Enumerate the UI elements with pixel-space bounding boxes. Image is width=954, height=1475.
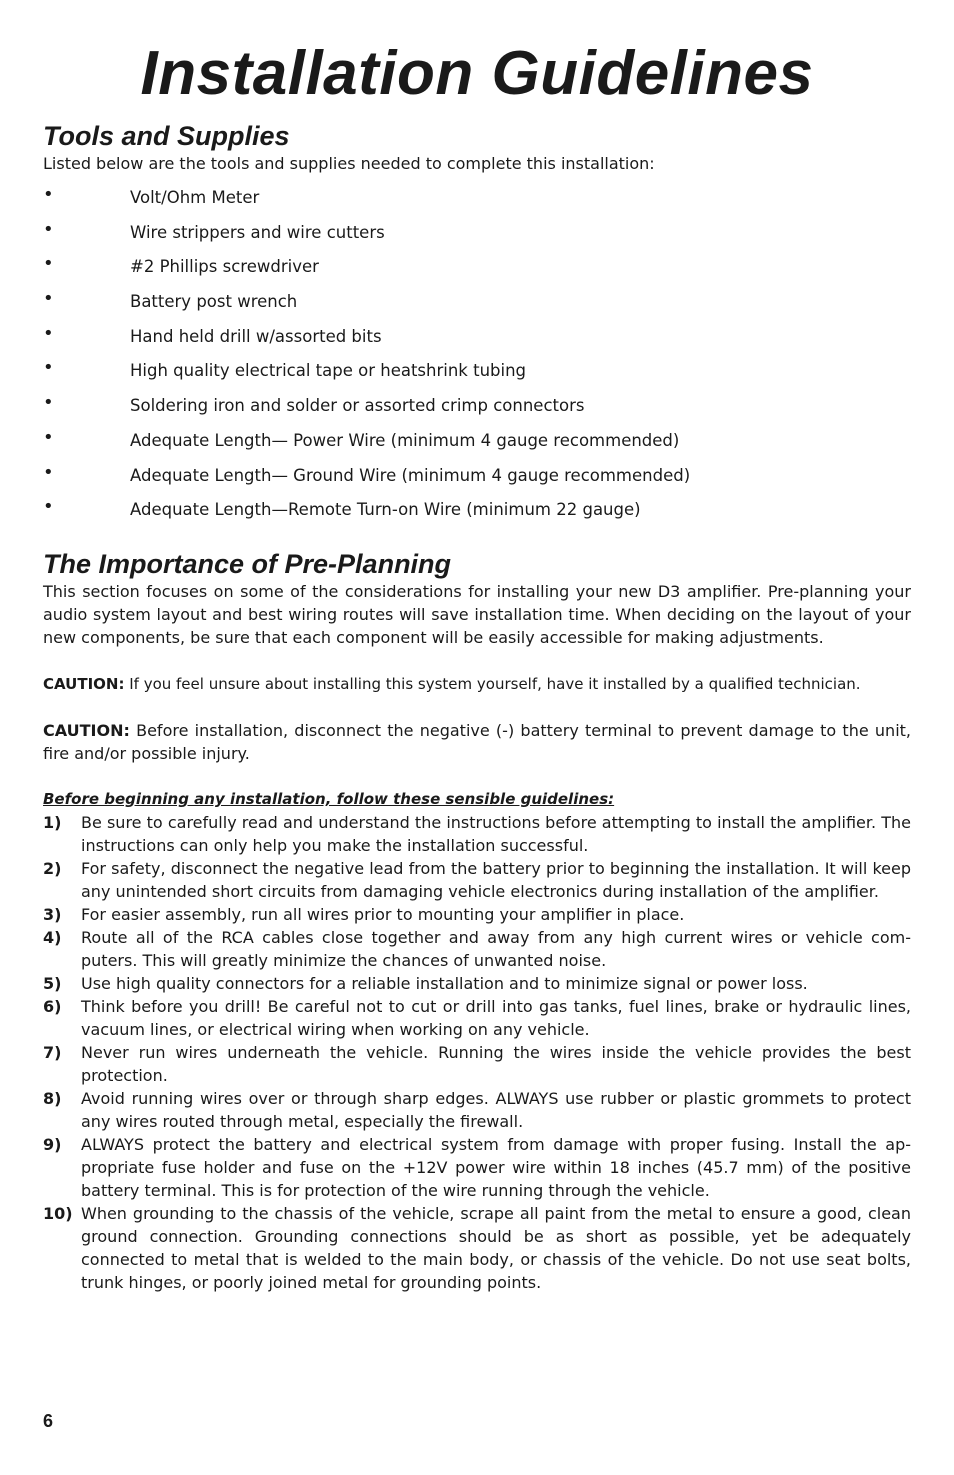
tools-heading: Tools and Supplies — [43, 121, 290, 151]
bullet-icon: • — [43, 496, 54, 518]
guidelines-list — [43, 811, 911, 1294]
bullet-icon: • — [43, 461, 54, 483]
bullet-icon: • — [43, 392, 54, 414]
list-item: • Wire strippers and wire cutters — [43, 218, 385, 242]
caution-note-2: CAUTION: Before installation, disconnect the negative (-) battery terminal to prevent damage to the unit, fire and/or possible injury. — [43, 721, 911, 763]
bullet-icon: • — [43, 322, 54, 344]
list-item: 3) For easier assembly, run all wires prior to mounting your amplifier in place. — [43, 905, 685, 924]
list-item: • Adequate Length— Power Wire (minimum 4 gauge recommended) — [43, 426, 680, 450]
bullet-icon: • — [43, 253, 54, 275]
caution-note-1: CAUTION: If you feel unsure about installing this system yourself, have it installed by a qualified technician. — [43, 675, 861, 693]
list-item: • Adequate Length— Ground Wire (minimum 4 gauge recommended) — [43, 461, 691, 485]
list-item: 2) For safety, disconnect the negative lead from the battery prior to beginning the installation. It will keep any unintended short circuits from damaging vehicle electronics during installation of the amplifier. — [43, 859, 911, 901]
page-number: 6 — [43, 1411, 54, 1431]
preplanning-heading: The Importance of Pre-Planning — [43, 549, 452, 579]
list-item: • Battery post wrench — [43, 288, 298, 312]
list-item: 10) When grounding to the chassis of the vehicle, scrape all paint from the metal to ensure a good, clean ground connection. Grounding connections should be as short as possible, yet be adequately connected to metal that is welded to the main body, or chassis of the vehicle. Do not use seat bolts, trunk hinges, or poorly joined metal for grounding points. — [43, 1204, 911, 1292]
bullet-icon: • — [43, 357, 54, 379]
bullet-icon: • — [43, 288, 54, 310]
caution-label: CAUTION: — [43, 721, 130, 740]
preplanning-body: This section focuses on some of the considerations for installing your new D3 amplifier. Pre-planning your audio system layout and best wiring routes will save installation time. When deciding on the layout of your new components, be sure that each component will be easily accessible for making adjustments. — [43, 582, 911, 647]
bullet-icon: • — [43, 184, 54, 205]
list-item: • Soldering iron and solder or assorted crimp connectors — [43, 392, 585, 416]
guidelines-heading: Before beginning any installation, follow these sensible guidelines: — [43, 790, 615, 808]
list-item: 5) Use high quality connectors for a reliable installation and to minimize signal or power loss. — [43, 974, 808, 993]
list-item: • Volt/Ohm Meter — [43, 184, 260, 207]
bullet-icon: • — [43, 218, 54, 240]
list-item: 6) Think before you drill! Be careful not to cut or drill into gas tanks, fuel lines, brake or hydraulic lines, vacuum lines, or electrical wiring when working on any vehicle. — [43, 997, 911, 1039]
tools-list — [43, 186, 911, 533]
list-item: 9) ALWAYS protect the battery and electrical system from damage with proper fusing. Install the ap-propriate fuse holder and fuse on the +12V power wire within 18 inches (45.7 mm) of the positive battery terminal. This is for protection of the wire running through the vehicle. — [43, 1135, 911, 1200]
list-item: 8) Avoid running wires over or through sharp edges. ALWAYS use rubber or plastic grommets to protect any wires routed through metal, especially the firewall. — [43, 1089, 911, 1131]
list-item: • High quality electrical tape or heatshrink tubing — [43, 357, 527, 381]
list-item: • Adequate Length—Remote Turn-on Wire (minimum 22 gauge) — [43, 496, 641, 520]
list-item: 7) Never run wires underneath the vehicle. Running the wires inside the vehicle provides the best protection. — [43, 1043, 911, 1085]
list-item: 4) Route all of the RCA cables close together and away from any high current wires or vehicle com-puters. This will greatly minimize the chances of unwanted noise. — [43, 928, 911, 970]
caution-label: CAUTION: — [43, 675, 125, 693]
tools-intro: Listed below are the tools and supplies needed to complete this installation: — [43, 154, 655, 173]
page-title: Installation Guidelines — [140, 39, 814, 108]
list-item: • #2 Phillips screwdriver — [43, 253, 319, 277]
list-item: • Hand held drill w/assorted bits — [43, 322, 382, 346]
list-item: 1) Be sure to carefully read and understand the instructions before attempting to install the amplifier. The instructions can only help you make the installation successful. — [43, 813, 911, 855]
bullet-icon: • — [43, 426, 54, 448]
